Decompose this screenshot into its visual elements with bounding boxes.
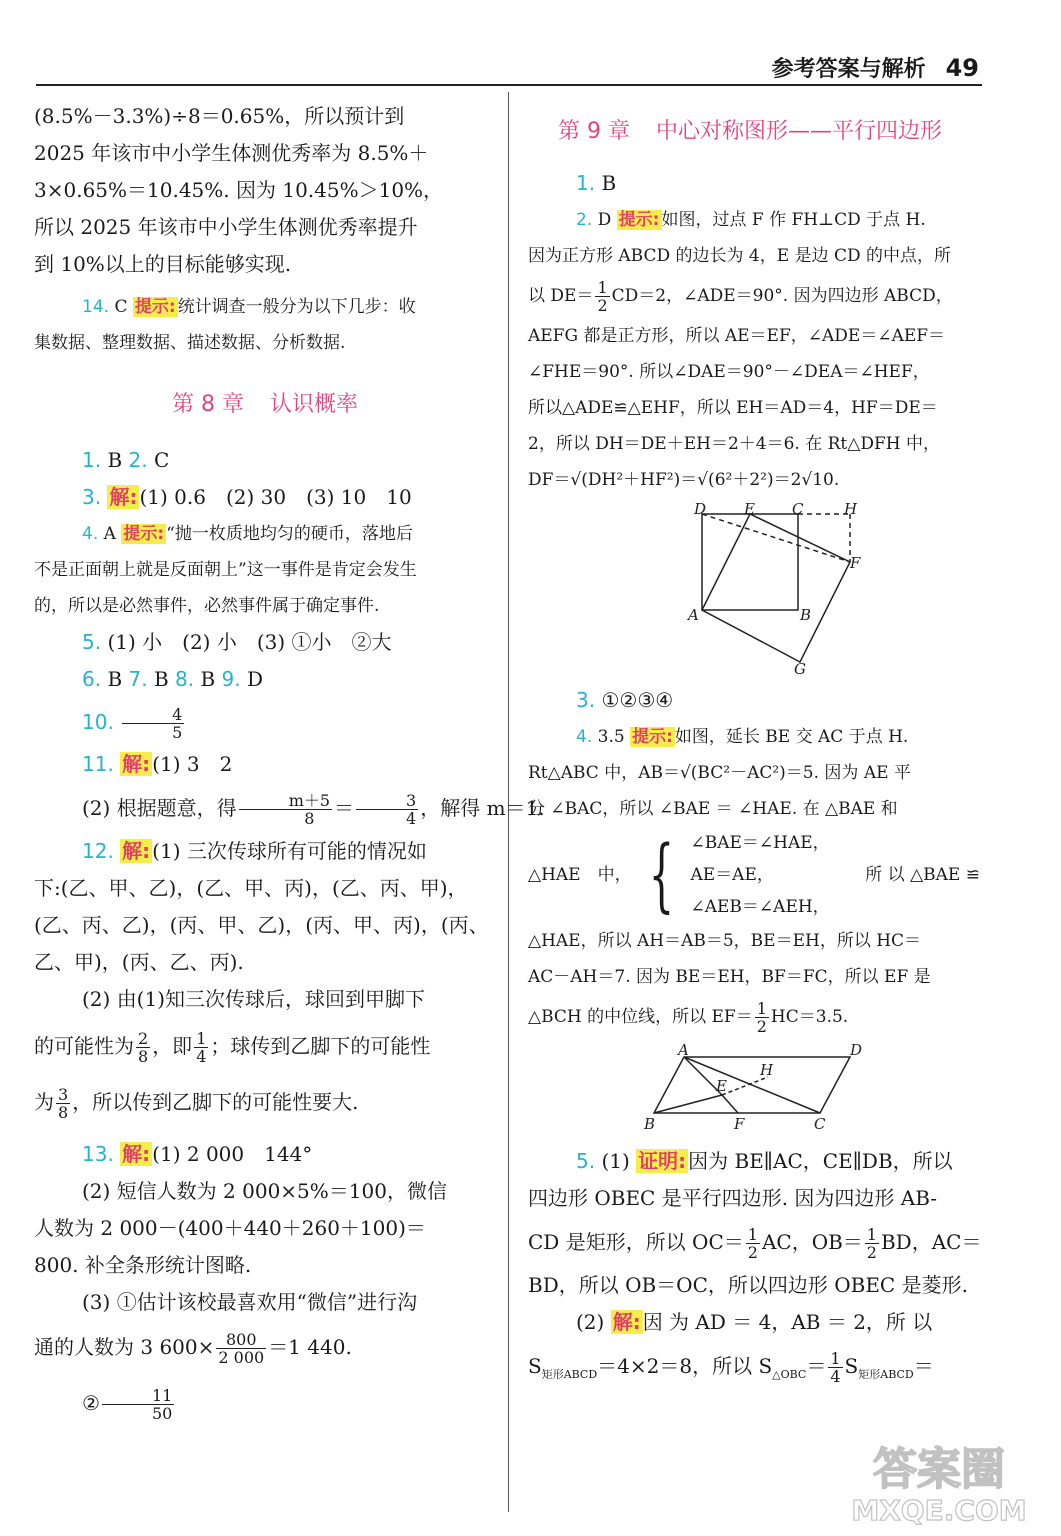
fraction: $\frac{1}{4}$ <box>196 1029 207 1066</box>
subscript: 矩形ABCD <box>858 1368 914 1381</box>
text: BD，AC＝ <box>880 1230 982 1254</box>
q2-line: 因为正方形 ABCD 的边长为 4，E 是边 CD 的中点，所 <box>528 246 952 266</box>
label-e: E <box>744 500 755 518</box>
label-d: D <box>694 500 707 518</box>
q2-line: AEFG 都是正方形，所以 AE＝EF，∠ADE＝∠AEF＝ <box>528 326 946 346</box>
q14-num: 14. <box>82 297 110 317</box>
q-num: 2. <box>576 210 593 230</box>
fraction: $\frac{1}{2}$ <box>866 1225 877 1262</box>
text: ＝ <box>913 1354 934 1378</box>
q12-line: 下:(乙、甲、乙)，(乙、甲、丙)，(乙、丙、甲)， <box>34 876 468 900</box>
text: ，所以传到乙脚下的可能性要大. <box>72 1090 359 1114</box>
q10 <box>34 698 496 746</box>
q-answer: B <box>200 667 216 691</box>
q4 <box>34 516 496 552</box>
label-f: F <box>850 554 861 572</box>
q-num: 7. <box>128 667 148 691</box>
q3 <box>528 682 980 719</box>
q13-text: (1) 2 000 144° <box>152 1142 313 1166</box>
text: 为 <box>34 1090 54 1114</box>
q4 <box>528 719 980 755</box>
q4-line <box>528 995 980 1039</box>
q13-line: (3) ①估计该校最喜欢用“微信”进行沟 <box>82 1290 418 1314</box>
text: ；球传到乙脚下的可能性 <box>210 1034 431 1058</box>
q12-line: 乙、甲)，(丙、乙、丙). <box>34 950 244 974</box>
text: ＝ <box>806 1354 827 1378</box>
label-b: B <box>644 1115 656 1133</box>
text: 因为 BE∥AC，CE∥DB，所以 <box>688 1149 953 1173</box>
watermark-logo <box>841 1434 1037 1526</box>
q-num: 9. <box>221 667 241 691</box>
q12-text: (1) 三次传球所有可能的情况如 <box>152 839 427 863</box>
fraction: $\frac{800}{2 000}$ <box>218 1330 265 1367</box>
q12 <box>34 833 496 870</box>
solution-label: 解: <box>612 1310 641 1334</box>
chapter-9-heading <box>528 114 980 145</box>
q-num: 3. <box>82 485 102 509</box>
text: △HAE 中， <box>528 865 632 885</box>
q4-cont: 不是正面朝上就是反面朝上”这一事件是肯定会发生 <box>34 560 417 580</box>
q1 <box>528 165 980 202</box>
q4-text: “抛一枚质地均匀的硬币，落地后 <box>166 524 413 544</box>
text: 以 DE＝ <box>528 286 594 306</box>
q13-line <box>34 1321 496 1373</box>
proof-label: 证明: <box>638 1149 687 1173</box>
parallelogram-figure <box>644 1043 864 1133</box>
q5-line: BD，所以 OB＝OC，所以四边形 OBEC 是菱形. <box>528 1273 968 1297</box>
q-num: 11. <box>82 752 114 776</box>
q14-answer: C <box>114 297 128 317</box>
square-aefg <box>702 514 850 662</box>
text: 通的人数为 3 600× <box>34 1335 215 1359</box>
q12-line: (2) 由(1)知三次传球后，球回到甲脚下 <box>82 987 426 1011</box>
q-num: 1. <box>576 171 596 195</box>
q4-line: Rt△ABC 中，AB＝√(BC²－AC²)＝5. 因为 AE 平 <box>528 763 911 783</box>
q5-line <box>528 1304 980 1341</box>
q6-q9 <box>34 661 496 698</box>
q14-text: 统计调查一般分为以下几步：收 <box>177 297 416 317</box>
fraction: $\frac{4}{5}$ <box>122 706 184 741</box>
text: (1) <box>601 1149 630 1173</box>
q5 <box>528 1143 980 1180</box>
header-rule <box>36 84 982 86</box>
q14 <box>34 289 496 325</box>
q-num: 4. <box>576 727 593 747</box>
q1-q2 <box>34 442 496 479</box>
q2-text: 如图，过点 F 作 FH⊥CD 于点 H. <box>661 210 926 230</box>
q2-line <box>528 274 980 318</box>
q-answer: 3.5 <box>597 727 625 747</box>
chapter-number: 第 9 章 <box>558 119 630 144</box>
q-num: 12. <box>82 839 114 863</box>
q-num: 3. <box>576 688 596 712</box>
q-num: 1. <box>82 448 102 472</box>
q5-line <box>528 1217 980 1267</box>
page-header <box>772 52 979 83</box>
q13-line <box>34 1373 496 1433</box>
solution-label: 解: <box>122 1142 151 1166</box>
q12-line <box>34 1074 496 1130</box>
fraction: $\frac{3}{4}$ <box>356 792 418 827</box>
q4-line: △HAE，所以 AH＝AB＝5，BE＝EH，所以 HC＝ <box>528 931 922 951</box>
text: (2) <box>576 1310 605 1334</box>
text: ② <box>82 1391 100 1415</box>
watermark-text: 答案圈 <box>873 1444 1005 1495</box>
q-answer: B <box>153 667 169 691</box>
q13-line: (2) 短信人数为 2 000×5%＝100，微信 <box>82 1179 447 1203</box>
text: S <box>528 1354 542 1378</box>
q2-line: 2，所以 DH＝DE＋EH＝2＋4＝6. 在 Rt△DFH 中， <box>528 434 940 454</box>
q4-line: 分 ∠BAC，所以 ∠BAE ＝ ∠HAE. 在 △BAE 和 <box>528 799 898 819</box>
fraction: $\frac{1}{4}$ <box>830 1349 841 1386</box>
q-num: 4. <box>82 524 99 544</box>
subscript: 矩形ABCD <box>541 1368 598 1381</box>
q-num: 5. <box>82 630 102 654</box>
chapter-8-heading <box>34 387 496 418</box>
text: (2) 根据题意，得 <box>82 796 237 820</box>
text: 所 以 △BAE ≌ <box>865 865 980 885</box>
left-brace: { <box>648 828 674 921</box>
label-g: G <box>794 660 806 678</box>
q2 <box>528 202 980 238</box>
q-answer: B <box>601 171 617 195</box>
text: S <box>844 1354 859 1378</box>
hint-label: 提示: <box>134 297 176 317</box>
fraction: $\frac{3}{8}$ <box>58 1085 69 1122</box>
header-title: 参考答案与解析 <box>771 57 926 82</box>
q-answer: B <box>107 448 123 472</box>
text: ＝ <box>334 796 355 820</box>
q13-line: 人数为 2 000－(400＋440＋260＋100)＝ <box>34 1216 426 1240</box>
fraction: $\frac{1}{2}$ <box>747 1225 758 1262</box>
chapter-number: 第 8 章 <box>172 392 244 417</box>
q4-cont: 的，所以是必然事件，必然事件属于确定事件. <box>34 596 380 616</box>
label-a: A <box>688 606 699 624</box>
q-num: 5. <box>576 1149 596 1173</box>
label-c: C <box>814 1115 826 1133</box>
text: HC＝3.5. <box>770 1007 849 1027</box>
label-f: F <box>734 1115 745 1133</box>
chapter-title: 认识概率 <box>269 392 358 417</box>
q4-system <box>528 827 980 923</box>
page-number: 49 <box>945 54 979 82</box>
q-num: 8. <box>175 667 195 691</box>
fraction: $\frac{2}{8}$ <box>138 1029 149 1066</box>
q4-text: 如图，延长 BE 交 AC 于点 H. <box>674 727 909 747</box>
text: AC，OB＝ <box>761 1230 863 1254</box>
q11 <box>34 746 496 783</box>
q-answer: D <box>597 210 612 230</box>
q-num: 6. <box>82 667 102 691</box>
subscript: △OBC <box>772 1368 807 1381</box>
q-answer: B <box>107 667 123 691</box>
text: △BCH 的中位线，所以 EF＝ <box>528 1007 753 1027</box>
label-c: C <box>792 500 804 518</box>
q-num: 10. <box>82 710 114 734</box>
solution-label: 解: <box>122 752 151 776</box>
text: 因 为 AD ＝ 4，AB ＝ 2，所 以 <box>642 1310 933 1334</box>
q2-line: ∠FHE＝90°. 所以∠DAE＝90°－∠DEA＝∠HEF， <box>528 362 930 382</box>
solution-label: 解: <box>122 839 151 863</box>
q13-line: 800. 补全条形统计图略. <box>34 1253 252 1277</box>
q5 <box>34 624 496 661</box>
q5-line <box>528 1341 980 1400</box>
text: ，即 <box>152 1034 193 1058</box>
equation: AE＝AE， <box>690 865 774 885</box>
q2-line: 所以△ADE≌△EHF，所以 EH＝AD＝4，HF＝DE＝ <box>528 398 938 418</box>
label-a: A <box>678 1041 689 1059</box>
fraction: $\frac{m+5}{8}$ <box>239 792 332 827</box>
equation: ∠AEB＝∠AEH， <box>690 897 830 917</box>
equation-system <box>691 827 830 923</box>
q4-line: AC－AH＝7. 因为 BE＝EH，BF＝FC，所以 EF 是 <box>528 967 931 987</box>
square-figure <box>654 500 861 678</box>
q-num: 13. <box>82 1142 114 1166</box>
q-num: 2. <box>128 448 148 472</box>
hint-label: 提示: <box>123 524 165 544</box>
q5-text: (1) 小 (2) 小 (3) ①小 ②大 <box>107 630 392 654</box>
q3 <box>34 479 496 516</box>
q14-cont: 集数据、整理数据、描述数据、分析数据. <box>34 333 346 353</box>
solution-label: 解: <box>109 485 138 509</box>
q5-line: 四边形 OBEC 是平行四边形. 因为四边形 AB- <box>528 1186 938 1210</box>
text: ＝1 440. <box>268 1335 352 1359</box>
q3-text: (1) 0.6 (2) 30 (3) 10 10 <box>139 485 412 509</box>
fraction: $\frac{11}{50}$ <box>102 1387 174 1422</box>
label-e: E <box>716 1077 727 1095</box>
cont-line: (8.5%－3.3%)÷8＝0.65%，所以预计到 <box>34 104 405 128</box>
equation: ∠BAE＝∠HAE， <box>690 833 830 853</box>
q2-line: DF＝√(DH²＋HF²)＝√(6²＋2²)＝2√10. <box>528 470 840 490</box>
q12-line <box>34 1018 496 1074</box>
q-answer: C <box>153 448 170 472</box>
q12-line: (乙、丙、乙)，(丙、甲、乙)，(丙、甲、丙)，(丙、 <box>34 913 489 937</box>
text: ＝4×2＝8，所以 S <box>597 1354 773 1378</box>
q11-text: (1) 3 2 <box>152 752 233 776</box>
text: ，解得 m＝1. <box>420 796 545 820</box>
label-h: H <box>844 500 858 518</box>
cont-line: 3×0.65%＝10.45%. 因为 10.45%＞10%， <box>34 178 444 202</box>
square-abcd <box>702 514 798 610</box>
cont-line: 所以 2025 年该市中小学生体测优秀率提升 <box>34 215 418 239</box>
right-column <box>528 98 980 1400</box>
cont-line: 到 10%以上的目标能够实现. <box>34 252 292 276</box>
q-answer: A <box>103 524 116 544</box>
chapter-title: 中心对称图形——平行四边形 <box>655 119 942 144</box>
fraction: $\frac{1}{2}$ <box>597 278 608 315</box>
q-answer: D <box>247 667 264 691</box>
left-column <box>34 98 545 1433</box>
q3-text: ①②③④ <box>601 688 674 712</box>
label-h: H <box>760 1061 774 1079</box>
label-d: D <box>850 1041 863 1059</box>
watermark-site: MXQE.COM <box>851 1494 1027 1527</box>
q11-part2 <box>34 783 545 833</box>
label-b: B <box>800 606 812 624</box>
hint-label: 提示: <box>632 727 673 747</box>
q13 <box>34 1136 496 1173</box>
fraction: $\frac{1}{2}$ <box>756 999 767 1036</box>
text: CD 是矩形，所以 OC＝ <box>528 1230 744 1254</box>
text: CD＝2，∠ADE＝90°. 因为四边形 ABCD， <box>611 286 953 306</box>
text: 的可能性为 <box>34 1034 134 1058</box>
hint-label: 提示: <box>618 210 660 230</box>
cont-line: 2025 年该市中小学生体测优秀率为 8.5%＋ <box>34 141 429 165</box>
